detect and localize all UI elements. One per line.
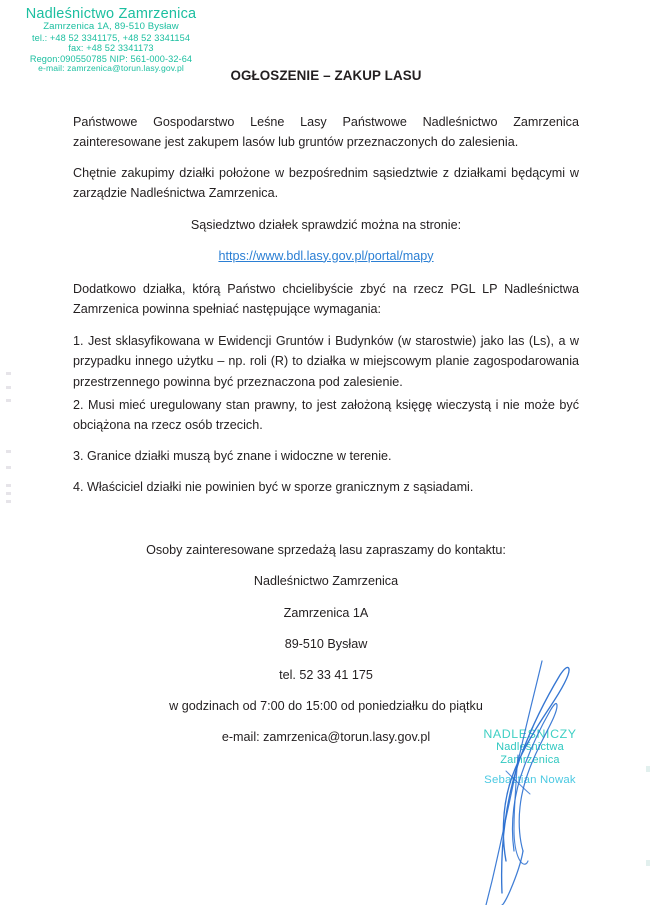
scan-artifact bbox=[6, 492, 11, 495]
scan-artifact bbox=[6, 450, 11, 453]
paragraph-intro: Państwowe Gospodarstwo Leśne Lasy Państwowe Nadleśnictwo Zamrzenica zainteresowane jest zakupem lasów lub gruntów przeznaczonych do zalesienia. bbox=[73, 114, 579, 150]
requirement-item-1: 1. Jest sklasyfikowana w Ewidencji Gruntów i Budynków (w starostwie) jako las (Ls), a w przypadku innego użytku – np. roli (R) to działka w miejscowym planie zagospodarowania przestrzennego powinna być przeznaczona pod zalesienie. bbox=[73, 333, 579, 389]
scan-artifact bbox=[6, 484, 11, 487]
scan-artifact bbox=[6, 386, 11, 389]
page-title: OGŁOSZENIE – ZAKUP LASU bbox=[230, 68, 422, 83]
requirement-item-4: 4. Właściciel działki nie powinien być w sporze granicznym z sąsiadami. bbox=[73, 479, 474, 494]
official-stamp bbox=[450, 727, 610, 787]
letterhead-address: Zamrzenica 1A, 89-510 Bysław bbox=[43, 21, 179, 33]
contact-city: 89-510 Bysław bbox=[284, 636, 368, 651]
letterhead-fax: fax: +48 52 3341173 bbox=[68, 43, 154, 54]
requirement-item-3: 3. Granice działki muszą być znane i widoczne w terenie. bbox=[73, 448, 392, 463]
contact-phone: tel. 52 33 41 175 bbox=[279, 667, 373, 682]
stamp-org-line-1: Nadleśnictwa bbox=[496, 741, 564, 754]
stamp-person: Sebastian Nowak bbox=[484, 773, 576, 786]
stamp-org-line-2: Zamrzenica bbox=[500, 754, 560, 767]
scan-artifact bbox=[6, 500, 11, 503]
bdl-map-link[interactable]: https://www.bdl.lasy.gov.pl/portal/mapy bbox=[218, 248, 434, 263]
contact-org: Nadleśnictwo Zamrzenica bbox=[253, 573, 399, 588]
scan-artifact bbox=[646, 766, 650, 772]
scan-artifact bbox=[646, 860, 650, 866]
external-link-row bbox=[73, 246, 579, 267]
contact-email: e-mail: zamrzenica@torun.lasy.gov.pl bbox=[221, 729, 431, 744]
letterhead bbox=[0, 6, 222, 73]
contact-intro: Osoby zainteresowane sprzedażą lasu zapraszamy do kontaktu: bbox=[146, 542, 506, 557]
stamp-role: NADLEŚNICZY bbox=[483, 727, 577, 741]
letterhead-email: e-mail: zamrzenica@torun.lasy.gov.pl bbox=[38, 62, 184, 73]
contact-hours: w godzinach od 7:00 do 15:00 od poniedziałku do piątku bbox=[169, 698, 483, 713]
paragraph-requirements-intro: Dodatkowo działka, którą Państwo chcielibyście zbyć na rzecz PGL LP Nadleśnictwa Zamrzenica powinna spełniać następujące wymagania: bbox=[73, 281, 579, 317]
scan-artifact bbox=[6, 466, 11, 469]
scan-artifact bbox=[6, 399, 11, 402]
contact-street: Zamrzenica 1A bbox=[283, 605, 369, 620]
letterhead-regon-nip: Regon:090550785 NIP: 561-000-32-64 bbox=[29, 53, 193, 64]
paragraph-check-online: Sąsiedztwo działek sprawdzić można na stronie: bbox=[190, 217, 462, 232]
letterhead-organization-name: Nadleśnictwo Zamrzenica bbox=[25, 6, 197, 22]
signature-block bbox=[430, 655, 652, 905]
scan-artifact bbox=[6, 372, 11, 375]
letterhead-telephone: tel.: +48 52 3341175, +48 52 3341154 bbox=[31, 32, 191, 43]
requirement-item-2: 2. Musi mieć uregulowany stan prawny, to jest założoną księgę wieczystą i nie może być obciążona na rzecz osób trzecich. bbox=[73, 397, 579, 433]
paragraph-neighbouring: Chętnie zakupimy działki położone w bezpośrednim sąsiedztwie z działkami będącymi w zarządzie Nadleśnictwa Zamrzenica. bbox=[73, 165, 579, 201]
